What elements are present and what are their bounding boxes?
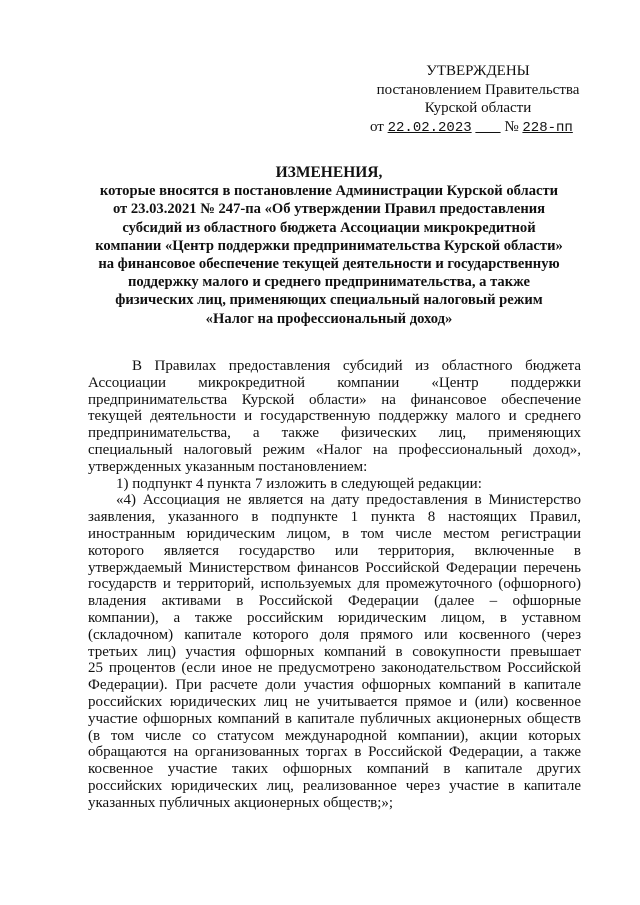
body-line: В Правилах предоставления субсидий из областного бюджета (132, 358, 581, 374)
body-line: 25 процентов (если иное не предусмотрено законодательством Российской (88, 660, 581, 677)
approval-line-1: постановлением Правительства (376, 81, 580, 98)
body-line: (в том числе со статусом международной компании), акции которых (88, 727, 581, 744)
body-line: иностранным юридическим лицом, в том числе местом регистрации (88, 525, 581, 542)
subtitle-line: компании «Центр поддержки предпринимательства Курской области» (95, 237, 563, 254)
subtitle-line: на финансовое обеспечение текущей деятельности и государственную (98, 256, 560, 273)
approval-date-line (370, 118, 588, 138)
body-line: третьих лиц) участия офшорных компаний в совокупности превышает (88, 643, 581, 660)
body-line: 1) подпункт 4 пункта 7 изложить в следующей редакции: (116, 475, 482, 492)
document-title-block (60, 164, 598, 328)
body-line: текущей деятельности и государственную поддержку малого и среднего (88, 408, 581, 425)
body-line: владения активами в Российской Федерации (далее – офшорные (88, 593, 581, 610)
body-line: предпринимательства Курской области» на финансовое обеспечение (88, 391, 581, 408)
body-line: косвенное участие таких офшорных компаний в капитале других (88, 761, 581, 778)
subtitle-line: поддержку малого и среднего предпринимательства, а также (128, 274, 530, 291)
body-line: заявления, указанного в подпункте 1 пункта 8 настоящих Правил, (88, 509, 581, 526)
body-line: специальный налоговый режим «Налог на профессиональный доход», (88, 441, 581, 458)
body-line: утверждаемый Министерством финансов Российской Федерации перечень (88, 559, 581, 576)
body-line: предпринимательства, а также физических лиц, применяющих (88, 425, 581, 442)
date-prefix: от (370, 118, 384, 135)
body-line: (складочном) капитале которого доля прямого или косвенного (через (88, 626, 581, 643)
approval-title: УТВЕРЖДЕНЫ (426, 63, 530, 79)
body-line: компании), а также российским юридическим лицом, в уставном (88, 609, 581, 626)
body-line: обращаются на организованных торгах в Российской Федерации, а также (88, 744, 581, 761)
body-line: российских юридических лиц не учитывается прямое и (или) косвенное (88, 693, 581, 710)
subtitle-line: «Налог на профессиональный доход» (205, 310, 453, 327)
body-line: которого является государство или территория, включенные в (88, 542, 581, 559)
subtitle-line: физических лиц, применяющих специальный налоговый режим (115, 292, 543, 309)
approval-number: 228-пп (522, 119, 573, 136)
body-line: утвержденных указанным постановлением: (88, 458, 368, 475)
body-line: «4) Ассоциация не является на дату предоставления в Министерство (116, 492, 581, 509)
document-body (88, 358, 581, 812)
subtitle-line: субсидий из областного бюджета Ассоциации микрокредитной (122, 219, 536, 236)
body-line: российских юридических лиц, реализованное через участие в капитале (88, 777, 581, 794)
subtitle-line: которые вносятся в постановление Администрации Курской области (99, 183, 559, 200)
subtitle-line: от 23.03.2021 № 247-па «Об утверждении Правил предоставления (112, 201, 546, 218)
body-line: указанных публичных акционерных обществ;»; (88, 794, 394, 811)
document-heading: ИЗМЕНЕНИЯ, (275, 164, 383, 181)
body-line: государств и территорий, используемых для промежуточного (офшорного) (88, 576, 581, 593)
approval-stamp (368, 62, 588, 137)
approval-line-2: Курской области (424, 100, 532, 116)
body-line: участие офшорных компаний в капитале публичных акционерных обществ (88, 710, 581, 727)
number-prefix: № (504, 118, 519, 135)
body-line: Ассоциации микрокредитной компании «Центр поддержки (88, 374, 581, 391)
approval-date: 22.02.2023 (387, 119, 472, 136)
body-line: Федерации). При расчете доли участия офшорных компаний в капитале (88, 677, 581, 694)
